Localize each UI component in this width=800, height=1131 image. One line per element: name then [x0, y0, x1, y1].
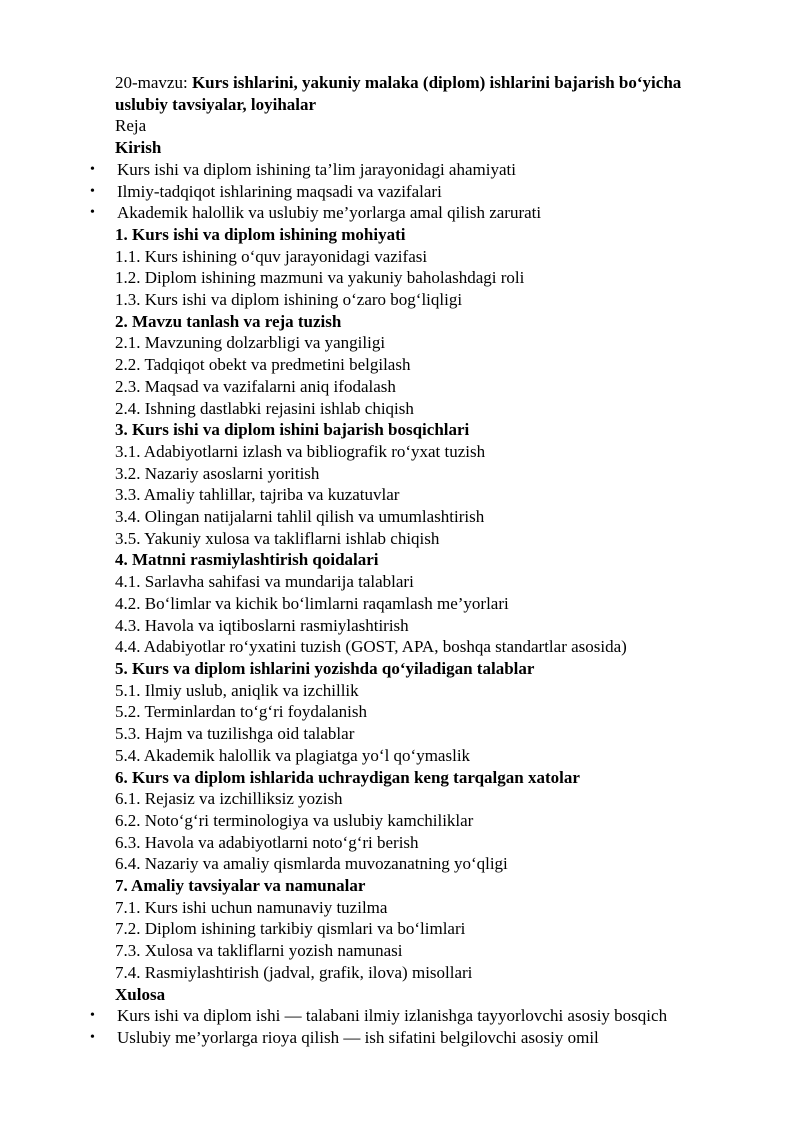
line-text: 6. Kurs va diplom ishlarida uchraydigan keng tarqalgan xatolar	[115, 767, 580, 787]
outline-item	[115, 571, 744, 593]
title-bold-line1: Kurs ishlarini, yakuniy malaka (diplom) ishlarini bajarish boʻyicha	[191, 73, 682, 92]
bullet-item	[90, 1005, 744, 1027]
outline-item	[115, 441, 744, 463]
line-text: 4. Matnni rasmiylashtirish qoidalari	[115, 550, 379, 570]
outline-heading	[115, 658, 744, 680]
outline-item	[115, 897, 744, 919]
outline-item	[115, 788, 744, 810]
line-text: 1.3. Kurs ishi va diplom ishining oʻzaro bogʻliqligi	[115, 290, 463, 310]
line-text: 1.2. Diplom ishining mazmuni va yakuniy baholashdagi roli	[115, 268, 525, 288]
line-text: 4.3. Havola va iqtiboslarni rasmiylashtirish	[115, 615, 409, 635]
bullet-item	[90, 159, 744, 181]
outline-item	[115, 810, 744, 832]
line-text: 4.2. Boʻlimlar va kichik boʻlimlarni raqamlash me’yorlari	[115, 593, 509, 613]
line-text: Uslubiy me’yorlarga rioya qilish — ish sifatini belgilovchi asosiy omil	[117, 1027, 599, 1047]
line-text: 7.1. Kurs ishi uchun namunaviy tuzilma	[115, 897, 388, 917]
line-text: 4.4. Adabiyotlar roʻyxatini tuzish (GOST, APA, boshqa standartlar asosida)	[115, 637, 627, 657]
bullet-icon: •	[90, 183, 95, 199]
title-bold-line2: uslubiy tavsiyalar, loyihalar	[115, 94, 317, 114]
outline-item	[115, 593, 744, 615]
outline-item	[115, 918, 744, 940]
line-text: 6.2. Notoʻgʻri terminologiya va uslubiy kamchiliklar	[115, 810, 474, 830]
outline-item	[115, 246, 744, 268]
line-text: Kirish	[115, 138, 162, 158]
line-text: 7. Amaliy tavsiyalar va namunalar	[115, 876, 366, 896]
outline-item	[115, 115, 744, 137]
outline-item	[115, 615, 744, 637]
outline-heading	[115, 984, 744, 1006]
line-text: Xulosa	[115, 984, 166, 1004]
line-text: 2.2. Tadqiqot obekt va predmetini belgilash	[115, 355, 411, 375]
outline-item	[115, 832, 744, 854]
outline-item	[115, 940, 744, 962]
line-text: 5.1. Ilmiy uslub, aniqlik va izchillik	[115, 680, 359, 700]
line-text: 5.2. Terminlardan toʻgʻri foydalanish	[115, 702, 368, 722]
line-text: 6.4. Nazariy va amaliy qismlarda muvozanatning yoʻqligi	[115, 854, 508, 874]
outline-item	[115, 267, 744, 289]
outline-item	[115, 506, 744, 528]
bullet-item	[90, 1027, 744, 1049]
outline-item	[115, 528, 744, 550]
bullet-icon: •	[90, 161, 95, 177]
line-text: 5.4. Akademik halollik va plagiatga yoʻl qoʻymaslik	[115, 745, 471, 765]
outline-item	[115, 962, 744, 984]
outline-item	[115, 680, 744, 702]
line-text: 3.1. Adabiyotlarni izlash va bibliografik roʻyxat tuzish	[115, 441, 486, 461]
outline-heading	[115, 311, 744, 333]
outline-item	[115, 463, 744, 485]
line-text: 6.3. Havola va adabiyotlarni notoʻgʻri berish	[115, 832, 419, 852]
line-text: 3. Kurs ishi va diplom ishini bajarish bosqichlari	[115, 420, 470, 440]
outline-heading	[115, 419, 744, 441]
outline-item	[115, 723, 744, 745]
bullet-icon: •	[90, 205, 95, 221]
line-text: 3.3. Amaliy tahlillar, tajriba va kuzatuvlar	[115, 485, 400, 505]
outline-item	[115, 332, 744, 354]
line-text: Ilmiy-tadqiqot ishlarining maqsadi va vazifalari	[117, 181, 442, 201]
title-prefix: 20-mavzu:	[115, 73, 192, 92]
outline-item	[115, 636, 744, 658]
line-text: Kurs ishi va diplom ishi — talabani ilmiy izlanishga tayyorlovchi asosiy bosqich	[117, 1006, 668, 1026]
line-text: 4.1. Sarlavha sahifasi va mundarija talablari	[115, 572, 414, 592]
line-text: 6.1. Rejasiz va izchilliksiz yozish	[115, 789, 343, 809]
line-text: 7.4. Rasmiylashtirish (jadval, grafik, ilova) misollari	[115, 962, 473, 982]
bullet-icon: •	[90, 1008, 95, 1024]
outline-heading	[115, 549, 744, 571]
line-text: Akademik halollik va uslubiy me’yorlarga amal qilish zarurati	[117, 203, 542, 223]
line-text: 3.2. Nazariy asoslarni yoritish	[115, 463, 320, 483]
line-text: 5.3. Hajm va tuzilishga oid talablar	[115, 724, 355, 744]
line-text: Kurs ishi va diplom ishining ta’lim jarayonidagi ahamiyati	[117, 159, 516, 179]
line-text: 3.5. Yakuniy xulosa va takliflarni ishlab chiqish	[115, 528, 440, 548]
outline-heading	[115, 875, 744, 897]
line-text: 2.1. Mavzuning dolzarbligi va yangiligi	[115, 333, 386, 353]
outline-item	[115, 853, 744, 875]
line-text: 1.1. Kurs ishining oʻquv jarayonidagi vazifasi	[115, 246, 428, 266]
outline-item	[115, 289, 744, 311]
line-text: 5. Kurs va diplom ishlarini yozishda qoʻyiladigan talablar	[115, 658, 535, 678]
outline-item	[115, 701, 744, 723]
line-text: 2.3. Maqsad va vazifalarni aniq ifodalash	[115, 376, 396, 396]
outline-heading	[115, 224, 744, 246]
bullet-item	[90, 202, 744, 224]
outline-item	[115, 354, 744, 376]
line-text: 1. Kurs ishi va diplom ishining mohiyati	[115, 224, 406, 244]
bullet-icon: •	[90, 1029, 95, 1045]
line-text: 2. Mavzu tanlash va reja tuzish	[115, 311, 342, 331]
outline-item	[115, 484, 744, 506]
bullet-item	[90, 181, 744, 203]
outline-heading	[115, 137, 744, 159]
line-text: Reja	[115, 116, 147, 136]
document-title	[115, 72, 744, 115]
outline-list	[90, 115, 744, 1048]
outline-item	[115, 398, 744, 420]
outline-item	[115, 745, 744, 767]
line-text: 7.3. Xulosa va takliflarni yozish namunasi	[115, 941, 403, 961]
outline-heading	[115, 767, 744, 789]
outline-item	[115, 376, 744, 398]
line-text: 2.4. Ishning dastlabki rejasini ishlab chiqish	[115, 398, 414, 418]
line-text: 3.4. Olingan natijalarni tahlil qilish va umumlashtirish	[115, 507, 485, 527]
line-text: 7.2. Diplom ishining tarkibiy qismlari va boʻlimlari	[115, 919, 466, 939]
